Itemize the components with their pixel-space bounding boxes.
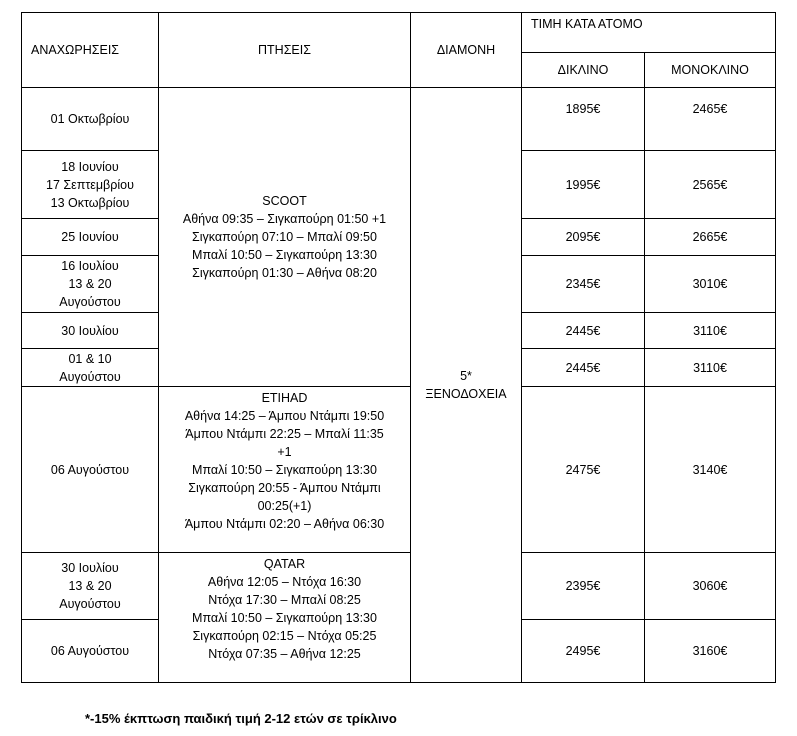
price-single: 3010€ <box>645 256 776 313</box>
departure-dates <box>22 219 159 256</box>
price-single: 3140€ <box>645 387 776 553</box>
price-double: 2095€ <box>522 219 645 256</box>
table-row <box>22 88 776 151</box>
header-single: ΜΟΝΟΚΛΙΝΟ <box>645 53 776 88</box>
price-single: 3060€ <box>645 553 776 620</box>
flight-line: Αθήνα 09:35 – Σιγκαπούρη 01:50 +1 <box>182 212 387 226</box>
header-departures: ΑΝΑΧΩΡΗΣΕΙΣ <box>22 13 159 88</box>
airline-name: SCOOT <box>262 194 307 208</box>
date-line: 13 & 20 <box>68 277 112 291</box>
price-single: 3110€ <box>645 349 776 387</box>
departure-dates <box>22 620 159 683</box>
flight-line: Αθήνα 12:05 – Ντόχα 16:30 <box>207 575 362 589</box>
airline-name: ETIHAD <box>261 391 308 405</box>
date-line: 18 Ιουνίου <box>61 159 119 174</box>
flight-line: Ντόχα 07:35 – Αθήνα 12:25 <box>208 647 361 661</box>
header-flights: ΠΤΗΣΕΙΣ <box>159 13 411 88</box>
date-line: 13 & 20 <box>68 579 112 593</box>
flight-cell-scoot <box>159 88 411 387</box>
date-line: 01 Οκτωβρίου <box>50 112 130 126</box>
flight-line: Άμπου Ντάμπι 02:20 – Αθήνα 06:30 <box>184 517 385 531</box>
flight-line: 00:25(+1) <box>257 499 312 513</box>
departure-dates <box>22 387 159 553</box>
pricing-table <box>21 12 776 683</box>
date-line: 13 Οκτωβρίου <box>50 195 130 210</box>
price-single: 3110€ <box>645 313 776 349</box>
header-double: ΔΙΚΛΙΝΟ <box>522 53 645 88</box>
hotel-label: ΞΕΝΟΔΟΧΕΙΑ <box>425 387 507 401</box>
price-double: 1895€ <box>522 88 645 151</box>
date-line: 30 Ιουλίου <box>61 561 119 575</box>
departure-dates <box>22 151 159 219</box>
flight-line: Σιγκαπούρη 07:10 – Μπαλί 09:50 <box>192 230 377 244</box>
flight-line: Μπαλί 10:50 – Σιγκαπούρη 13:30 <box>192 463 377 477</box>
accommodation-cell <box>411 88 522 683</box>
date-line: 30 Ιουλίου <box>61 323 119 338</box>
flight-line: Σιγκαπούρη 02:15 – Ντόχα 05:25 <box>192 629 377 643</box>
table-row <box>22 553 776 620</box>
header-accommodation: ΔΙΑΜΟΝΗ <box>411 13 522 88</box>
price-double: 2445€ <box>522 349 645 387</box>
flight-line: Άμπου Ντάμπι 22:25 – Μπαλί 11:35 <box>185 427 384 441</box>
date-line: 25 Ιουνίου <box>61 230 119 244</box>
departure-dates <box>22 313 159 349</box>
price-double: 2475€ <box>522 387 645 553</box>
table-row <box>22 387 776 553</box>
date-line: Αυγούστου <box>59 369 121 384</box>
date-line: Αυγούστου <box>59 597 121 611</box>
date-line: 17 Σεπτεμβρίου <box>46 177 134 192</box>
flight-line: Σιγκαπούρη 01:30 – Αθήνα 08:20 <box>192 266 377 280</box>
flight-cell-qatar <box>159 553 411 683</box>
flight-cell-etihad <box>159 387 411 553</box>
date-line: 06 Αυγούστου <box>50 462 130 477</box>
airline-name: QATAR <box>263 557 306 571</box>
date-line: 06 Αυγούστου <box>50 644 130 658</box>
date-line: Αυγούστου <box>59 295 121 309</box>
price-double: 1995€ <box>522 151 645 219</box>
price-single: 3160€ <box>645 620 776 683</box>
price-double: 2345€ <box>522 256 645 313</box>
flight-line: Σιγκαπούρη 20:55 - Άμπου Ντάμπι <box>188 481 381 495</box>
date-line: 01 & 10 <box>68 351 112 366</box>
departure-dates <box>22 553 159 620</box>
footnote: *-15% έκπτωση παιδική τιμή 2-12 ετών σε τρίκλινο <box>85 711 397 726</box>
flight-line: +1 <box>277 445 292 459</box>
date-line: 16 Ιουλίου <box>61 259 119 273</box>
flight-line: Μπαλί 10:50 – Σιγκαπούρη 13:30 <box>192 611 377 625</box>
departure-dates <box>22 88 159 151</box>
price-double: 2445€ <box>522 313 645 349</box>
price-double: 2495€ <box>522 620 645 683</box>
price-single: 2565€ <box>645 151 776 219</box>
hotel-stars: 5* <box>460 369 472 383</box>
flight-line: Μπαλί 10:50 – Σιγκαπούρη 13:30 <box>192 248 377 262</box>
price-double: 2395€ <box>522 553 645 620</box>
departure-dates <box>22 256 159 313</box>
flight-line: Αθήνα 14:25 – Άμπου Ντάμπι 19:50 <box>184 409 385 423</box>
price-single: 2665€ <box>645 219 776 256</box>
header-price-per-person: ΤΙΜΗ ΚΑΤΑ ΑΤΟΜΟ <box>522 13 776 53</box>
price-single: 2465€ <box>645 88 776 151</box>
departure-dates <box>22 349 159 387</box>
flight-line: Ντόχα 17:30 – Μπαλί 08:25 <box>208 593 361 607</box>
